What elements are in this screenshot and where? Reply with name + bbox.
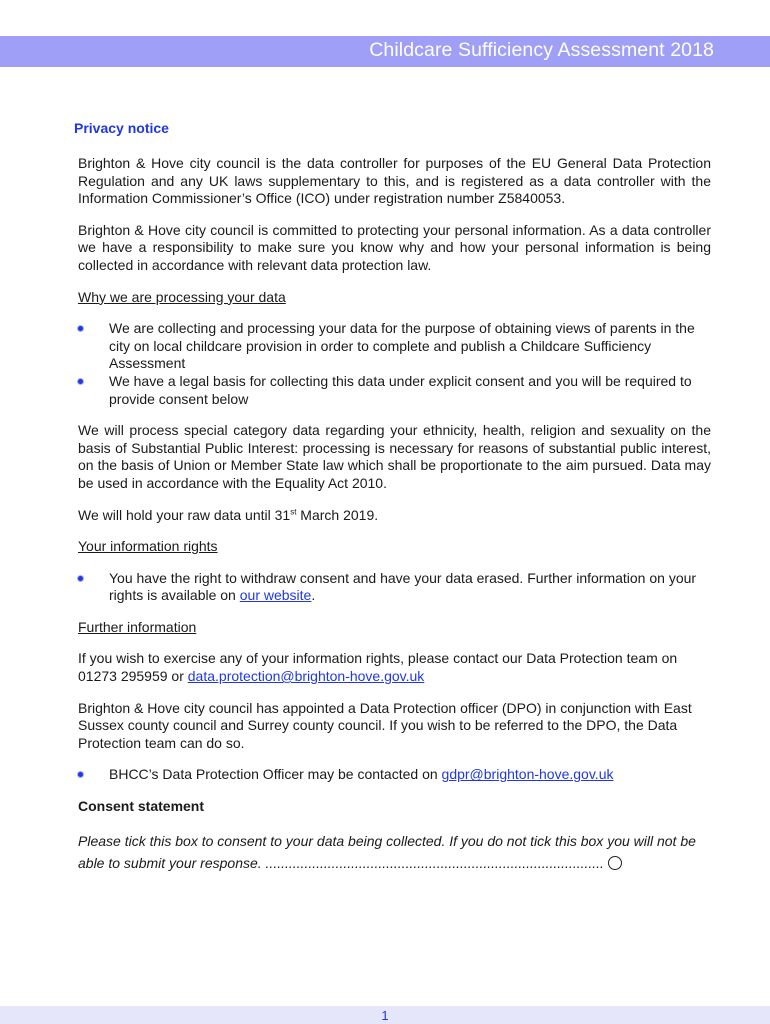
rights-text: You have the right to withdraw consent and have your data erased. Further information on your rights is available on [109,569,697,604]
consent-text: Please tick this box to consent to your data being collected. If you do not tick this box you will not be able to submit your response. ....................................................................................... [78,832,696,871]
consent-checkbox[interactable] [608,856,622,870]
bullet-icon [78,326,83,331]
rights-text-end: . [311,587,316,604]
data-controller-paragraph: Brighton & Hove city council is the data controller for purposes of the EU General Data Protection Regulation and any UK laws supplementary to this, and is registered as a data controller with the Information Commissioner’s Office (ICO) under registration number Z5840053. [78,155,711,207]
why-processing-heading: Why we are processing your data [78,288,286,305]
list-item [78,320,711,373]
retention-text-end: March 2019. [296,506,379,523]
privacy-notice-heading: Privacy notice [74,120,169,136]
list-item-text: We are collecting and processing your data for the purpose of obtaining views of parents in the city on local childcare provision in order to complete and publish a Childcare Sufficiency Assessment [109,320,695,372]
consent-statement-text [78,830,711,874]
list-item [78,570,711,605]
document-title: Childcare Sufficiency Assessment 2018 [369,39,714,61]
dpo-paragraph: Brighton & Hove city council has appointed a Data Protection officer (DPO) in conjunction with East Sussex county council and Surrey county council. If you wish to be referred to the DPO, the Data Protection team can do so. [78,699,692,751]
why-processing-list [78,320,711,408]
page-number: 1 [381,1008,389,1023]
document-body [78,155,711,888]
commitment-paragraph: Brighton & Hove city council is committed to protecting your personal information. As a data controller we have a responsibility to make sure you know why and how your personal information is being collected in accordance with relevant data protection law. [78,221,711,273]
further-information-heading: Further information [78,618,197,635]
list-item [78,373,711,408]
dpo-contact-text: BHCC’s Data Protection Officer may be contacted on [109,766,442,783]
retention-superscript: st [290,506,297,516]
list-item [78,766,711,784]
bullet-icon [78,772,83,777]
bullet-icon [78,379,83,384]
list-item-text: We have a legal basis for collecting this data under explicit consent and you will be required to provide consent below [109,372,692,407]
data-protection-email-link[interactable]: data.protection@brighton-hove.gov.uk [187,668,425,685]
consent-statement-heading: Consent statement [78,798,205,815]
data-retention-paragraph [78,507,711,525]
dpo-contact-list [78,766,711,784]
our-website-link[interactable]: our website [239,587,312,604]
contact-paragraph [78,650,711,685]
information-rights-heading: Your information rights [78,538,218,555]
header-banner [0,36,770,67]
bullet-icon [78,576,83,581]
retention-text-start: We will hold your raw data until 31 [78,506,291,523]
special-category-paragraph: We will process special category data regarding your ethnicity, health, religion and sexuality on the basis of Substantial Public Interest: processing is necessary for reasons of substantial public interest, on the basis of Union or Member State law which shall be proportionate to the aim pursued. Data may be used in accordance with the Equality Act 2010. [78,422,711,491]
contact-text: If you wish to exercise any of your information rights, please contact our Data Protection team on 01273 295959 or [78,650,678,685]
information-rights-list [78,570,711,605]
gdpr-email-link[interactable]: gdpr@brighton-hove.gov.uk [441,766,614,783]
